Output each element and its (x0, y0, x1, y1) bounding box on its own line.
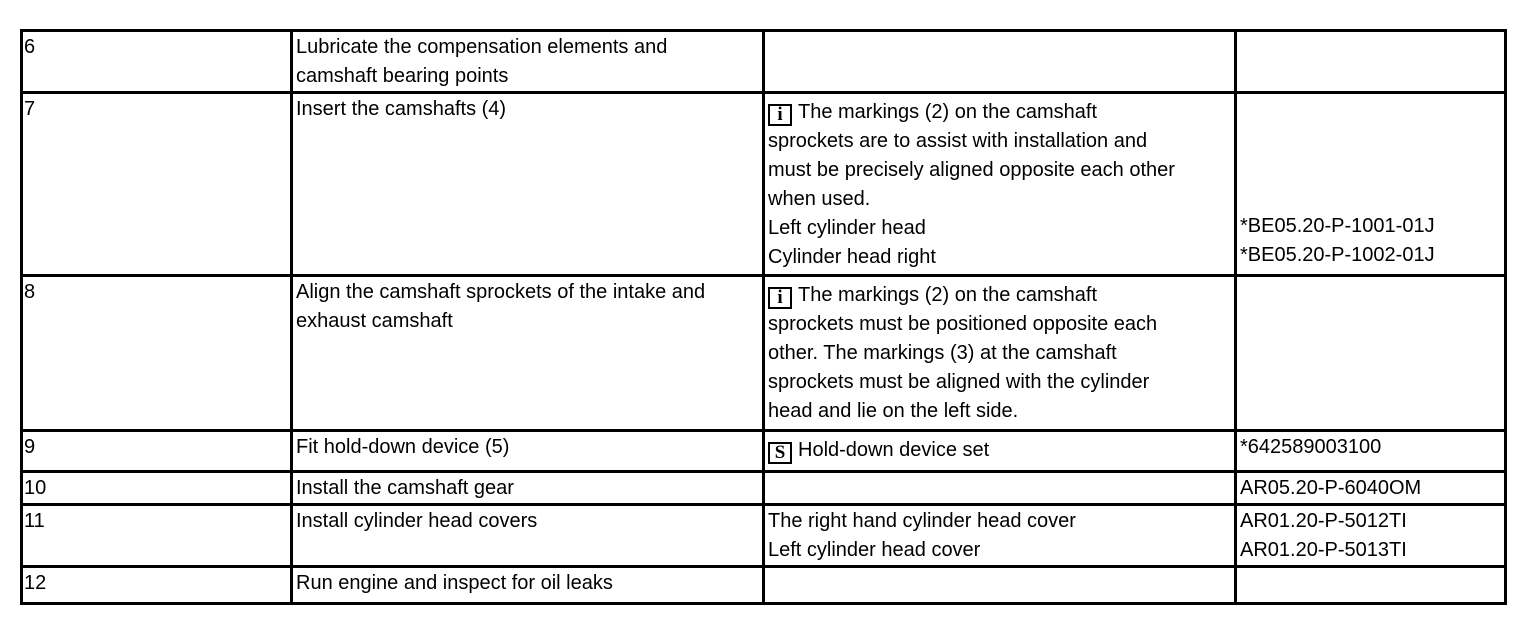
action-line: exhaust camshaft (296, 310, 453, 332)
action-cell (292, 31, 764, 93)
note-cell (764, 31, 1236, 93)
step-number-cell: 8 (22, 276, 292, 431)
action-line: camshaft bearing points (296, 65, 509, 87)
action-cell (292, 472, 764, 505)
note-cell (764, 505, 1236, 567)
reference-link[interactable]: *BE05.20-P-1002-01J (1240, 244, 1435, 266)
step-number-cell: 10 (22, 472, 292, 505)
action-line: Install the camshaft gear (296, 477, 514, 499)
action-line: Run engine and inspect for oil leaks (296, 572, 613, 594)
reference-cell (1236, 505, 1506, 567)
tool-name: Hold-down device set (798, 439, 990, 461)
action-cell (292, 505, 764, 567)
action-line: Align the camshaft sprockets of the intake and (296, 281, 706, 303)
reference-cell (1236, 93, 1506, 276)
reference-cell (1236, 31, 1506, 93)
table-row (22, 276, 1506, 431)
procedure-table (20, 29, 1507, 605)
table-row (22, 567, 1506, 604)
note-line: sprockets must be aligned with the cylinder (768, 371, 1150, 393)
note-line: sprockets must be positioned opposite each (768, 313, 1158, 335)
step-number-cell: 9 (22, 431, 292, 472)
note-cell (764, 93, 1236, 276)
reference-cell (1236, 431, 1506, 472)
note-cell (764, 472, 1236, 505)
action-cell (292, 567, 764, 604)
step-number-cell: 12 (22, 567, 292, 604)
reference-cell (1236, 472, 1506, 505)
table-row (22, 31, 1506, 93)
action-line: Install cylinder head covers (296, 510, 538, 532)
reference-cell (1236, 567, 1506, 604)
table-row (22, 431, 1506, 472)
reference-link[interactable]: *BE05.20-P-1001-01J (1240, 215, 1435, 237)
reference-link[interactable]: AR05.20-P-6040OM (1240, 477, 1422, 499)
note-cell (764, 431, 1236, 472)
note-line: Left cylinder head (768, 217, 926, 239)
reference-cell (1236, 276, 1506, 431)
action-line: Lubricate the compensation elements and (296, 36, 668, 58)
step-number-cell: 7 (22, 93, 292, 276)
action-cell (292, 93, 764, 276)
note-line: The right hand cylinder head cover (768, 510, 1076, 532)
special-tool-icon: S (768, 442, 792, 464)
note-cell (764, 276, 1236, 431)
info-icon: i (768, 287, 792, 309)
note-line: Cylinder head right (768, 246, 936, 268)
note-line: when used. (768, 188, 871, 210)
action-line: Fit hold-down device (5) (296, 436, 510, 458)
table-row (22, 505, 1506, 567)
reference-link[interactable]: *642589003100 (1240, 436, 1382, 458)
action-cell (292, 431, 764, 472)
step-number-cell: 11 (22, 505, 292, 567)
action-cell (292, 276, 764, 431)
note-line: head and lie on the left side. (768, 400, 1019, 422)
note-line: The markings (2) on the camshaft (798, 284, 1098, 306)
note-line: The markings (2) on the camshaft (798, 101, 1098, 123)
table-row (22, 472, 1506, 505)
step-number-cell: 6 (22, 31, 292, 93)
note-line: other. The markings (3) at the camshaft (768, 342, 1117, 364)
reference-link[interactable]: AR01.20-P-5013TI (1240, 539, 1407, 561)
note-line: Left cylinder head cover (768, 539, 981, 561)
note-line: sprockets are to assist with installation and (768, 130, 1148, 152)
note-cell (764, 567, 1236, 604)
note-line: must be precisely aligned opposite each other (768, 159, 1175, 181)
info-icon: i (768, 104, 792, 126)
table-row (22, 93, 1506, 276)
reference-link[interactable]: AR01.20-P-5012TI (1240, 510, 1407, 532)
action-line: Insert the camshafts (4) (296, 98, 507, 120)
